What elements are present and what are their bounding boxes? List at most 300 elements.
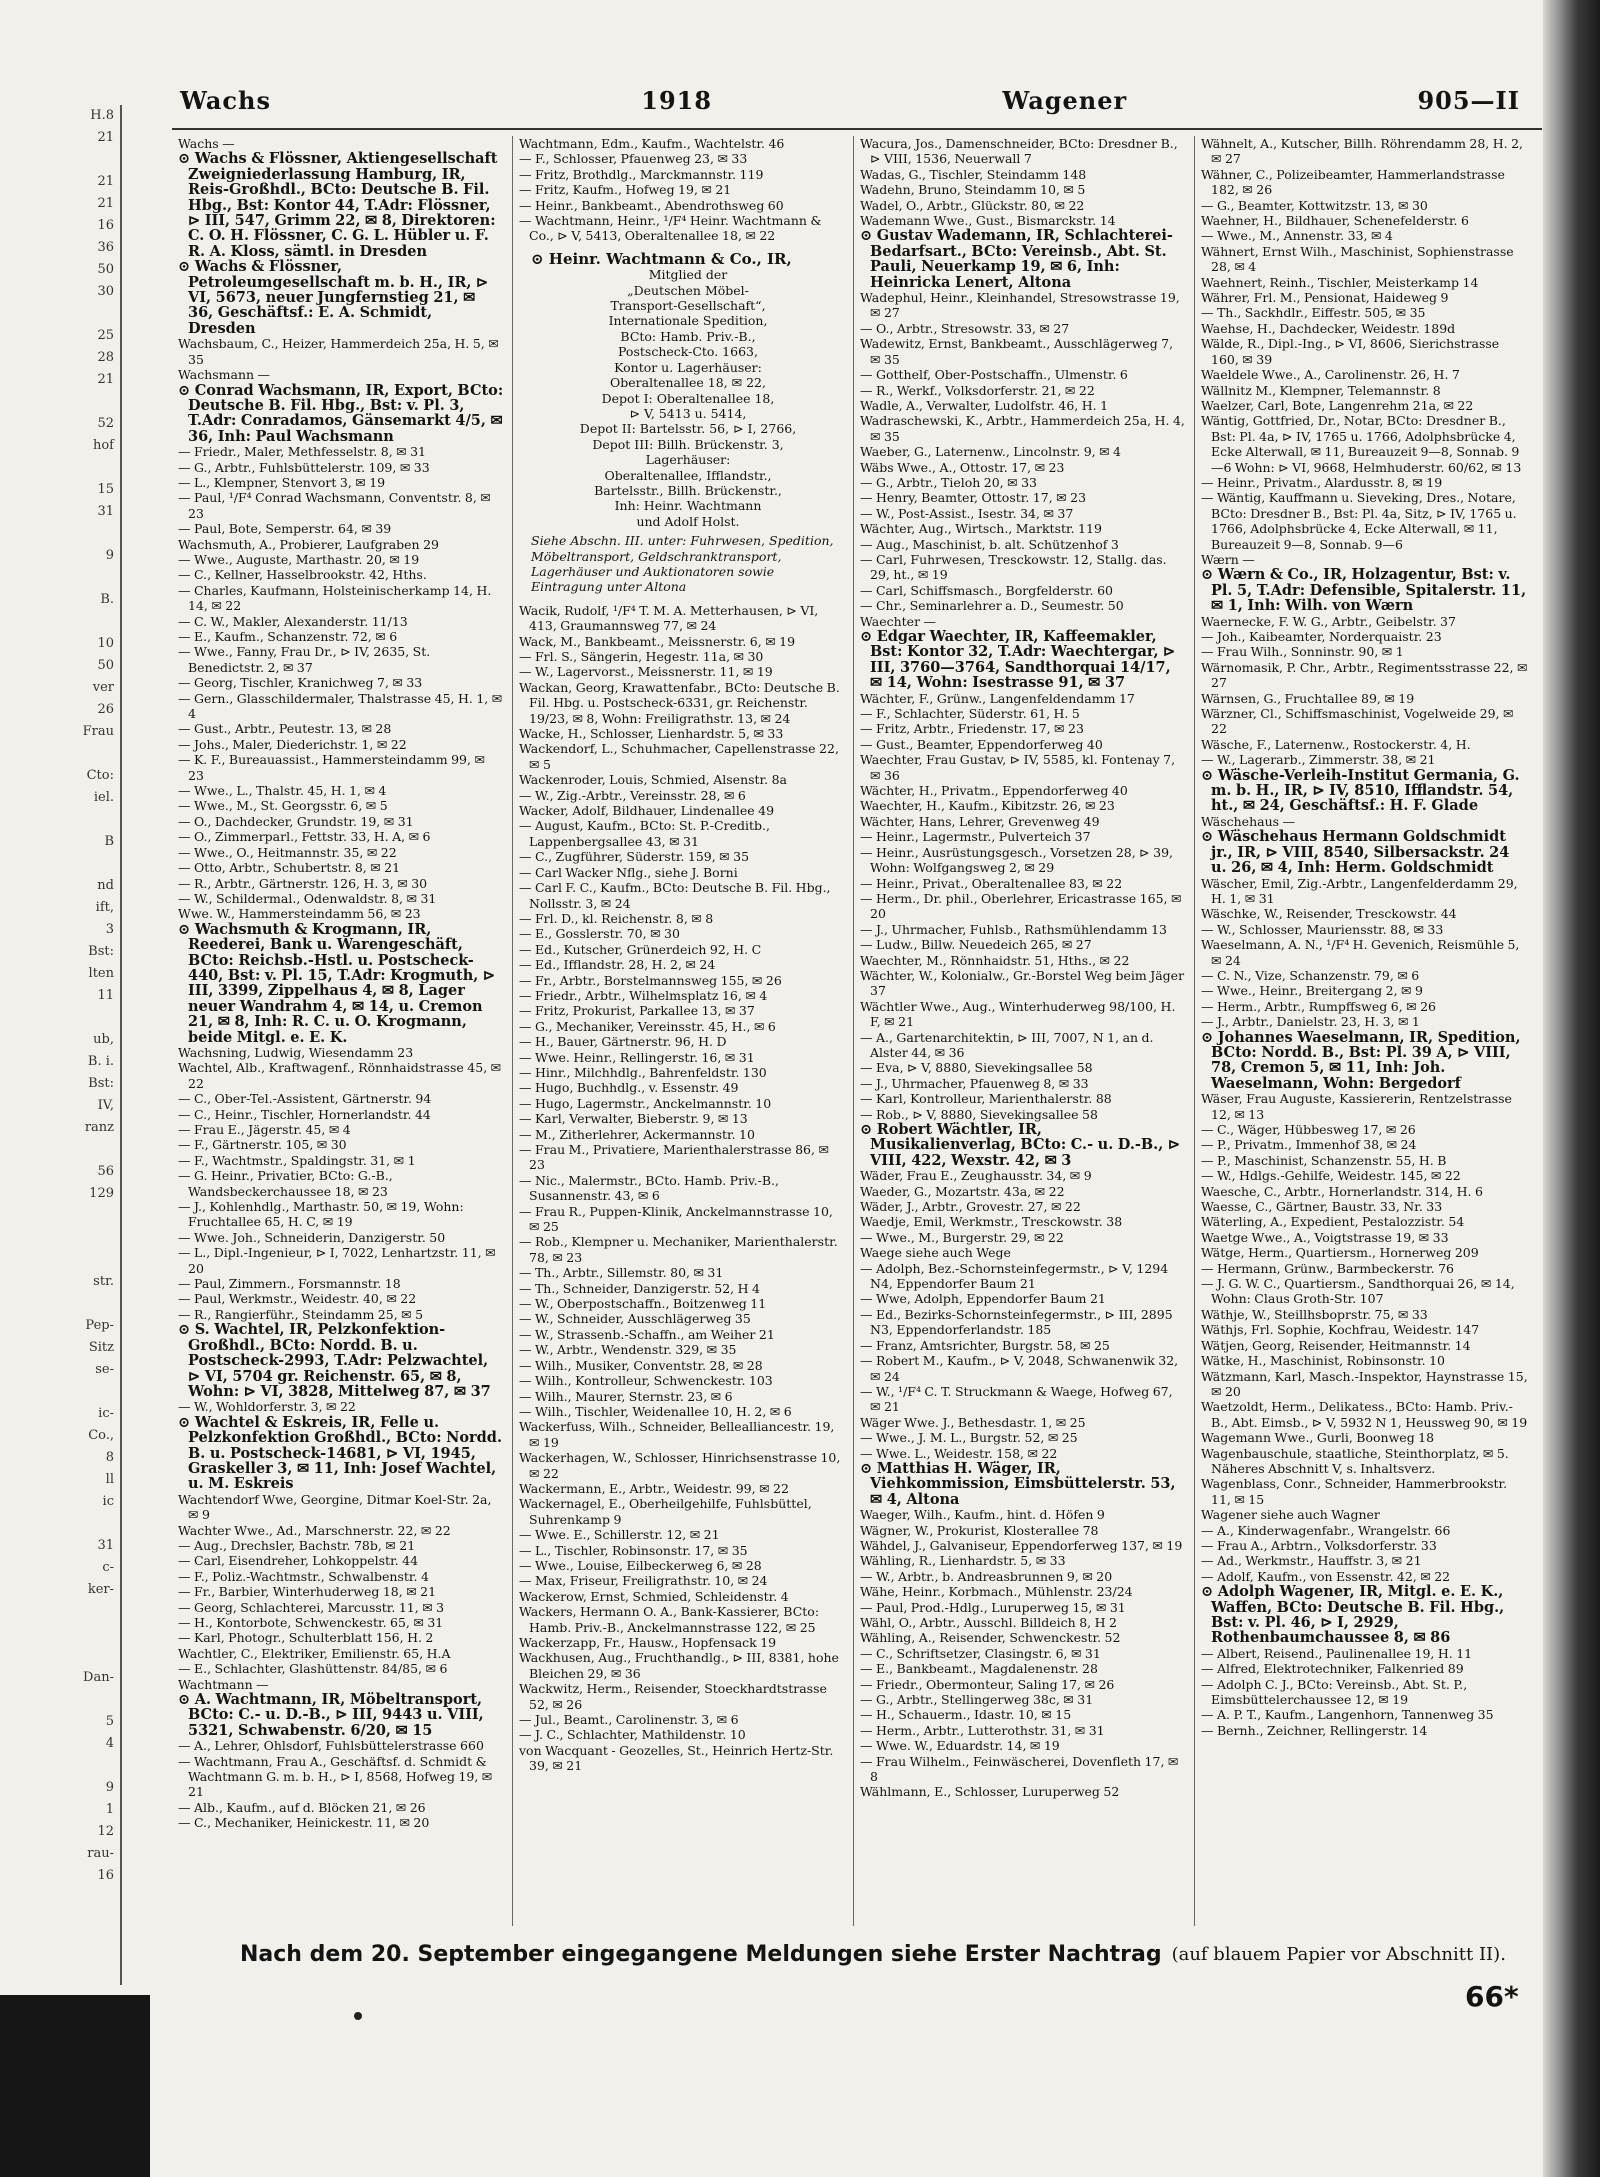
- directory-entry: — Th., Arbtr., Sillemstr. 80, ✉ 31: [519, 1265, 724, 1281]
- directory-entry: — E., Bankbeamt., Magdalenenstr. 28: [860, 1661, 1098, 1677]
- directory-entry: — Fritz, Kaufm., Hofweg 19, ✉ 21: [519, 182, 732, 198]
- directory-entry: Wägner, W., Prokurist, Klosterallee 78: [860, 1522, 1099, 1538]
- firm-block-line: Inh: Heinr. Wachtmann: [614, 498, 762, 514]
- directory-entry: — Wwe., Fanny, Frau Dr., ⊳ IV, 2635, St. Benedictstr. 2, ✉ 37: [178, 644, 431, 675]
- firm-block-line: und Adolf Holst.: [636, 513, 740, 529]
- margin-fragment: [0, 1227, 120, 1249]
- margin-fragment: 16: [97, 1868, 114, 1883]
- directory-entry: — Ed., Kutscher, Grünerdeich 92, H. C: [519, 941, 762, 957]
- directory-entry: — G., Beamter, Kottwitzstr. 13, ✉ 30: [1201, 197, 1428, 213]
- directory-entry: — Max, Friseur, Freiligrathstr. 10, ✉ 24: [519, 1573, 768, 1589]
- directory-entry: — W., Schlosser, Mauriensstr. 88, ✉ 33: [1201, 921, 1444, 937]
- directory-entry: Waechter, H., Kaufm., Kibitzstr. 26, ✉ 23: [860, 798, 1115, 814]
- directory-entry: — G., Arbtr., Tieloh 20, ✉ 33: [860, 474, 1037, 490]
- directory-entry: — Paul, Werkmstr., Weidestr. 40, ✉ 22: [178, 1291, 417, 1307]
- directory-entry: — Aug., Maschinist, b. alt. Schützenhof 3: [860, 536, 1119, 552]
- firm-entry: ⊙ Johannes Waeselmann, IR, Spedition, BCto: Nordd. B., Bst: Pl. 39 A, ⊳ VIII, 78, Cremon 5, ✉ 11, Inh: Joh. Waeselmann, Wohn: Bergedorf: [1201, 1028, 1521, 1092]
- page-edge-shadow: [1543, 0, 1600, 2177]
- margin-fragment: [0, 1601, 120, 1623]
- directory-entry: — F., Gärtnerstr. 105, ✉ 30: [178, 1137, 347, 1153]
- directory-entry: — Wwe. Heinr., Rellingerstr. 16, ✉ 31: [519, 1049, 755, 1065]
- margin-fragment: [0, 1381, 120, 1403]
- directory-entry: Waelzer, Carl, Bote, Langenrehm 21a, ✉ 22: [1201, 397, 1474, 413]
- directory-entry: — Gern., Glasschildermaler, Thalstrasse 45, H. 1, ✉ 4: [178, 690, 503, 722]
- directory-entry: — Nic., Malermstr., BCto. Hamb. Priv.-B., Susannenstr. 43, ✉ 6: [519, 1172, 779, 1204]
- directory-entry: — Alb., Kaufm., auf d. Blöcken 21, ✉ 26: [178, 1799, 426, 1815]
- directory-entry: Waechter —: [860, 613, 937, 629]
- firm-entry: ⊙ Wäsche-Verleih-Institut Germania, G. m. b. H., IR, ⊳ IV, 8510, Ifflandstr. 54, ht., ✉ 24, Geschäftsf.: H. F. Glade: [1201, 766, 1520, 815]
- firm-block-line: Depot II: Bartelsstr. 56, ⊳ I, 2766,: [579, 421, 797, 437]
- directory-entry: — Paul, Prod.-Hdlg., Luruperweg 15, ✉ 31: [860, 1599, 1126, 1615]
- directory-entry: — Eva, ⊳ V, 8880, Sievekingsallee 58: [860, 1060, 1093, 1076]
- directory-entry: — Wilh., Kontrolleur, Schwenckestr. 103: [519, 1373, 773, 1389]
- directory-entry: — A., Lehrer, Ohlsdorf, Fuhlsbüttelerstrasse 660: [178, 1738, 484, 1754]
- margin-fragment: [0, 1293, 120, 1315]
- directory-entry: Wachs —: [178, 136, 235, 151]
- column-1: [172, 136, 513, 1926]
- directory-entry: — Hinr., Milchhdlg., Bahrenfeldstr. 130: [519, 1064, 767, 1080]
- directory-entry: — Jul., Beamt., Carolinenstr. 3, ✉ 6: [519, 1712, 739, 1728]
- margin-fragment: Co.,: [88, 1428, 114, 1443]
- directory-entry: — Franz, Amtsrichter, Burgstr. 58, ✉ 25: [860, 1337, 1110, 1353]
- margin-fragment: ub,: [93, 1032, 114, 1047]
- directory-entry: — P., Maschinist, Schanzenstr. 55, H. B: [1201, 1152, 1447, 1168]
- margin-fragment: 52: [97, 416, 114, 431]
- directory-entry: — A., Gartenarchitektin, ⊳ III, 7007, N 1, an d. Alster 44, ✉ 36: [860, 1029, 1154, 1060]
- directory-entry: — G., Arbtr., Fuhlsbüttelerstr. 109, ✉ 33: [178, 459, 430, 475]
- margin-fragment: 56: [97, 1164, 114, 1179]
- directory-entry: — W., Hdlgs.-Gehilfe, Weidestr. 145, ✉ 22: [1201, 1168, 1461, 1184]
- directory-entry: Wäschke, W., Reisender, Tresckowstr. 44: [1201, 906, 1457, 922]
- directory-entry: — Paul, Bote, Semperstr. 64, ✉ 39: [178, 521, 392, 537]
- directory-entry: — Th., Sackhdlr., Eiffestr. 505, ✉ 35: [1201, 305, 1426, 321]
- directory-entry: — Ed., Ifflandstr. 28, H. 2, ✉ 24: [519, 957, 716, 973]
- margin-fragment: lten: [88, 966, 114, 981]
- directory-entry: — C., Mechaniker, Heinickestr. 11, ✉ 20: [178, 1815, 430, 1831]
- margin-fragment: 50: [97, 658, 114, 673]
- margin-fragment: 25: [97, 328, 114, 343]
- firm-entry: ⊙ Wachtel & Eskreis, IR, Felle u. Pelzkonfektion Großhdl., BCto: Nordd. B. u. Postscheck-14681, ⊳ VI, 1945, Graskeller 3, ✉ 11, Inh: Josef Wachtel, u. M. Eskreis: [178, 1413, 502, 1493]
- firm-block-line: Internationale Spedition,: [608, 313, 768, 329]
- margin-fragment: [0, 1623, 120, 1645]
- directory-entry: — Frl. S., Sängerin, Hegestr. 11a, ✉ 30: [519, 649, 764, 664]
- directory-entry: Wäterling, A., Expedient, Pestalozzistr. 54: [1201, 1214, 1465, 1230]
- page-number-bottom: 66*: [1465, 1980, 1519, 2013]
- directory-entry: Wachtmann, Edm., Kaufm., Wachtelstr. 46: [519, 136, 785, 151]
- margin-fragment: 50: [97, 262, 114, 277]
- margin-fragment: 26: [97, 702, 114, 717]
- directory-entry: — C., Heinr., Tischler, Hornerlandstr. 44: [178, 1106, 431, 1122]
- directory-entry: Wadewitz, Ernst, Bankbeamt., Ausschlägerweg 7, ✉ 35: [860, 336, 1174, 367]
- margin-fragment: B. i.: [87, 1054, 114, 1069]
- directory-entry: Wachtmann —: [178, 1676, 269, 1692]
- directory-entry: Wähling, A., Reisender, Schwenckestr. 52: [860, 1630, 1121, 1646]
- directory-entry: — L., Klempner, Stenvort 3, ✉ 19: [178, 474, 386, 490]
- margin-fragment: ift,: [95, 900, 114, 915]
- directory-entry: — Karl, Kontrolleur, Marienthalerstr. 88: [860, 1091, 1112, 1107]
- firm-entry: ⊙ Wachs & Flössner, Aktiengesellschaft Zweigniederlassung Hamburg, IR, Reis-Großhdl., BCto: Deutsche B. Fil. Hbg., Bst: Kontor 44, T.Adr: Flössner, ⊳ III, 547, Grimm 22, ✉ 8, Direktoren: C. O. H. Flössner, C. G. L. Hübler u. F. R. A. Kloss, sämtl. in Dresden: [178, 150, 498, 260]
- directory-entry: — Adolph C. J., BCto: Vereinsb., Abt. St. P., Eimsbüttelerchaussee 12, ✉ 19: [1201, 1676, 1468, 1708]
- margin-fragment: 16: [97, 218, 114, 233]
- margin-fragment: Bst:: [88, 1076, 114, 1091]
- directory-entry: — Heinr., Ausrüstungsgesch., Vorsetzen 28, ⊳ 39, Wohn: Wolfgangsweg 2, ✉ 29: [860, 844, 1174, 876]
- directory-entry: Wachtler, C., Elektriker, Emilienstr. 65, H.A: [178, 1645, 451, 1661]
- directory-entry: Wätge, Herm., Quartiersm., Hornerweg 209: [1201, 1245, 1479, 1261]
- directory-entry: Waehnert, Reinh., Tischler, Meisterkamp 14: [1201, 274, 1479, 290]
- directory-entry: Wadraschewski, K., Arbtr., Hammerdeich 25a, H. 4, ✉ 35: [860, 413, 1185, 444]
- directory-entry: von Wacquant - Geozelles, St., Heinrich Hertz-Str. 39, ✉ 21: [519, 1742, 834, 1774]
- margin-fragment: ranz: [84, 1120, 114, 1135]
- directory-entry: Wackenroder, Louis, Schmied, Alsenstr. 8a: [519, 772, 788, 788]
- directory-entry: Wälde, R., Dipl.-Ing., ⊳ VI, 8606, Sierichstrasse 160, ✉ 39: [1201, 336, 1500, 367]
- directory-entry: — Wachtmann, Heinr., ¹/F⁴ Heinr. Wachtmann & Co., ⊳ V, 5413, Oberaltenallee 18, ✉ 22: [519, 213, 822, 244]
- directory-entry: Wachtel, Alb., Kraftwagenf., Rönnhaidstrasse 45, ✉ 22: [178, 1060, 502, 1091]
- directory-entry: Wärzner, Cl., Schiffsmaschinist, Vogelweide 29, ✉ 22: [1201, 706, 1514, 737]
- directory-entry: Wäbs Wwe., A., Ottostr. 17, ✉ 23: [860, 459, 1065, 475]
- directory-entry: Wachtendorf Wwe, Georgine, Ditmar Koel-Str. 2a, ✉ 9: [178, 1491, 492, 1523]
- firm-block: [531, 249, 845, 595]
- column-2: [513, 136, 854, 1926]
- directory-entry: — Otto, Arbtr., Schubertstr. 8, ✉ 21: [178, 860, 401, 876]
- firm-entry: ⊙ Conrad Wachsmann, IR, Export, BCto: Deutsche B. Fil. Hbg., Bst: v. Pl. 3, T.Adr: Conradamos, Gänsemarkt 4/5, ✉ 36, Inh: Paul Wachsmann: [178, 381, 504, 445]
- directory-entry: — C. N., Vize, Schanzenstr. 79, ✉ 6: [1201, 967, 1420, 983]
- directory-entry: — Wwe, Adolph, Eppendorfer Baum 21: [860, 1291, 1106, 1307]
- margin-fragment: ic-: [98, 1406, 114, 1421]
- header-left-headword: Wachs: [180, 85, 271, 115]
- directory-entry: — Wwe. W., Eduardstr. 14, ✉ 19: [860, 1738, 1060, 1754]
- directory-entry: Wagemann Wwe., Gurli, Boonweg 18: [1201, 1430, 1435, 1446]
- directory-entry: — Ludw., Billw. Neuedeich 265, ✉ 27: [860, 937, 1092, 953]
- directory-entry: — Th., Schneider, Danzigerstr. 52, H 4: [519, 1280, 760, 1296]
- directory-entry: Waehner, H., Bildhauer, Schenefelderstr. 6: [1201, 213, 1469, 229]
- directory-entry: — August, Kaufm., BCto: St. P.-Creditb., Lappenbergsallee 43, ✉ 31: [519, 818, 770, 849]
- directory-entry: Wachsmuth, A., Probierer, Laufgraben 29: [178, 536, 439, 552]
- directory-entry: — Gust., Beamter, Eppendorferweg 40: [860, 736, 1103, 752]
- directory-entry: — W., Schneider, Ausschlägerweg 35: [519, 1311, 751, 1327]
- directory-entry: Wackerfuss, Wilh., Schneider, Bellealliancestr. 19, ✉ 19: [519, 1419, 835, 1450]
- firm-block-line: Kontor u. Lagerhäuser:: [614, 359, 762, 375]
- directory-entry: — L., Tischler, Robinsonstr. 17, ✉ 35: [519, 1542, 748, 1558]
- margin-fragment: 15: [97, 482, 114, 497]
- directory-entry: — K. F., Bureauassist., Hammersteindamm 99, ✉ 23: [178, 752, 485, 783]
- directory-entry: Waechter, Frau Gustav, ⊳ IV, 5585, kl. Fontenay 7, ✉ 36: [860, 752, 1176, 783]
- directory-entry: — R., Arbtr., Gärtnerstr. 126, H. 3, ✉ 30: [178, 875, 428, 891]
- directory-entry: — Albert, Reisend., Paulinenallee 19, H. 11: [1201, 1645, 1473, 1661]
- margin-fragment: hof: [92, 438, 114, 453]
- directory-entry: — C., Kellner, Hasselbrookstr. 42, Hths.: [178, 567, 427, 583]
- directory-entry: Wackermann, E., Arbtr., Weidestr. 99, ✉ 22: [519, 1480, 789, 1496]
- directory-entry: Wäntig, Gottfried, Dr., Notar, BCto: Dresdner B., Bst: Pl. 4a, ⊳ IV, 1765 u. 1766, Adolphsbrücke 4, Ecke Alterwall, ✉ 11, Bureauzeit 9—8, Sonnab. 9—6 Wohn: ⊳ VI, 9668, Helmhuderstr. 60/62, ✉ 13: [1201, 413, 1522, 475]
- firm-block-line: Lagerhäuser:: [645, 452, 731, 468]
- firm-entry: ⊙ Edgar Waechter, IR, Kaffeemakler, Bst: Kontor 32, T.Adr: Waechtergar, ⊳ III, 3760—3764, Sandthorquai 14/17, ✉ 14, Wohn: Isestrasse 91, ✉ 37: [860, 628, 1176, 692]
- directory-entry: Wächter, F., Grünw., Langenfeldendamm 17: [860, 690, 1135, 706]
- directory-entry: Waesche, C., Arbtr., Hornerlandstr. 314, H. 6: [1201, 1183, 1483, 1199]
- directory-entry: — P., Privatm., Immenhof 38, ✉ 24: [1201, 1137, 1417, 1153]
- directory-entry: — Wilh., Tischler, Weidenallee 10, H. 2, ✉ 6: [519, 1403, 792, 1419]
- directory-entry: — W., Arbtr., Wendenstr. 329, ✉ 35: [519, 1342, 737, 1358]
- directory-entry: — Frau Wilhelm., Feinwäscherei, Dovenfleth 17, ✉ 8: [860, 1753, 1179, 1785]
- firm-entry: ⊙ Wachsmuth & Krogmann, IR, Reederei, Bank u. Warengeschäft, BCto: Reichsb.-Hstl. u. Postscheck-440, Bst: v. Pl. 15, T.Adr: Krogmuth, ⊳ III, 3399, Zippelhaus 4, ✉ 8, Lager neuer Wandrahm 4, ✉ 14, u. Cremon 21, ✉ 8, Inh: R. C. u. O. Krogmann, beide Mitgl. e. E. K.: [178, 920, 496, 1046]
- firm-block-line: Transport-Gesellschaft“,: [610, 298, 766, 314]
- directory-entry: Wählmann, E., Schlosser, Luruperweg 52: [860, 1784, 1120, 1800]
- margin-fragment: [0, 303, 120, 325]
- firm-entry: ⊙ S. Wachtel, IR, Pelzkonfektion-Großhdl., BCto: Nordd. B. u. Postscheck-2993, T.Adr: Pelzwachtel, ⊳ VI, 5704 gr. Reichenstr. 65, ✉ 8, Wohn: ⊳ VI, 3828, Mittelweg 87, ✉ 37: [178, 1321, 491, 1400]
- directory-entry: — Carl F. C., Kaufm., BCto: Deutsche B. Fil. Hbg., Nollsstr. 3, ✉ 24: [519, 880, 831, 911]
- directory-entry: — Wwe. Joh., Schneiderin, Danzigerstr. 50: [178, 1229, 446, 1245]
- directory-entry: — W., Wohldorferstr. 3, ✉ 22: [178, 1399, 356, 1415]
- firm-block-line: ⊳ V, 5413 u. 5414,: [629, 405, 747, 421]
- directory-entry: Wähe, Heinr., Korbmach., Mühlenstr. 23/24: [860, 1584, 1133, 1600]
- margin-fragment: [0, 457, 120, 479]
- directory-entry: — Ed., Bezirks-Schornsteinfegermstr., ⊳ III, 2895 N3, Eppendorferlandstr. 185: [860, 1306, 1173, 1338]
- firm-entry: ⊙ Wachs & Flössner, Petroleumgesellschaft m. b. H., IR, ⊳ VI, 5673, neuer Jungfernstieg 21, ✉ 36, Geschäftsf.: E. A. Schmidt, Dresden: [178, 258, 489, 337]
- header-year: 1918: [641, 85, 713, 115]
- firm-block-line: Depot I: Oberaltenallee 18,: [601, 390, 775, 406]
- directory-entry: Waeselmann, A. N., ¹/F⁴ H. Gevenich, Reismühle 5, ✉ 24: [1201, 937, 1520, 968]
- directory-entry: — Adolph, Bez.-Schornsteinfegermstr., ⊳ V, 1294 N4, Eppendorfer Baum 21: [860, 1260, 1169, 1292]
- directory-entry: — Fr., Barbier, Winterhuderweg 18, ✉ 21: [178, 1584, 437, 1600]
- margin-fragment: 21: [97, 174, 114, 189]
- margin-fragment: B.: [100, 592, 114, 607]
- directory-entry: — Frau R., Puppen-Klinik, Anckelmannstrasse 10, ✉ 25: [519, 1203, 833, 1235]
- directory-entry: Wwe. W., Hammersteindamm 56, ✉ 23: [178, 906, 421, 922]
- directory-entry: Wäder, Frau E., Zeughausstr. 34, ✉ 9: [860, 1168, 1092, 1184]
- directory-entry: Wätke, H., Maschinist, Robinsonstr. 10: [1201, 1353, 1445, 1369]
- directory-entry: — Hugo, Buchhdlg., v. Essenstr. 49: [519, 1080, 739, 1096]
- margin-fragment: B: [104, 834, 114, 849]
- margin-fragment: 129: [89, 1186, 114, 1201]
- directory-entry: — Wwe. L., Weidestr. 158, ✉ 22: [860, 1445, 1058, 1461]
- firm-block-line: Oberaltenallee, Ifflandstr.,: [604, 467, 772, 483]
- directory-entry: — Carl Wacker Nflg., siehe J. Borni: [519, 864, 738, 880]
- directory-entry: — Heinr., Bankbeamt., Abendrothsweg 60: [519, 197, 784, 213]
- directory-entry: Wagener siehe auch Wagner: [1201, 1507, 1380, 1523]
- directory-entry: Wächter, W., Kolonialw., Gr.-Borstel Weg beim Jäger 37: [860, 967, 1185, 999]
- directory-entry: — Robert M., Kaufm., ⊳ V, 2048, Schwanenwik 32, ✉ 24: [860, 1353, 1179, 1384]
- firm-entry: ⊙ Gustav Wademann, IR, Schlachterei-Bedarfsart., BCto: Vereinsb., Abt. St. Pauli, Neuerkamp 19, ✉ 6, Inh: Heinricka Lenert, Altona: [860, 227, 1173, 291]
- margin-fragment: nd: [97, 878, 114, 893]
- directory-entry: — O., Zimmerparl., Fettstr. 33, H. A, ✉ 6: [178, 829, 431, 845]
- directory-entry: — Hugo, Lagermstr., Anckelmannstr. 10: [519, 1095, 772, 1111]
- margin-fragment: c-: [102, 1560, 114, 1575]
- footer-notice-paren: (auf blauem Papier vor Abschnitt II).: [1171, 1943, 1506, 1965]
- margin-fragment: 36: [97, 240, 114, 255]
- directory-entry: Wadephul, Heinr., Kleinhandel, Stresowstrasse 19, ✉ 27: [860, 290, 1180, 321]
- directory-entry: Wadas, G., Tischler, Steindamm 148: [860, 166, 1087, 182]
- directory-entry: Waesse, C., Gärtner, Baustr. 33, Nr. 33: [1201, 1199, 1443, 1215]
- directory-entry: — Frau M., Privatiere, Marienthalerstrasse 86, ✉ 23: [519, 1142, 829, 1173]
- margin-fragment: ll: [105, 1472, 114, 1487]
- margin-fragment: [0, 1249, 120, 1271]
- directory-entry: — Wwe., J. M. L., Burgstr. 52, ✉ 25: [860, 1430, 1078, 1446]
- directory-entry: Waedje, Emil, Werkmstr., Tresckowstr. 38: [860, 1214, 1123, 1230]
- directory-entry: — Herm., Arbtr., Rumpffsweg 6, ✉ 26: [1201, 998, 1437, 1014]
- directory-entry: — Ad., Werkmstr., Hauffstr. 3, ✉ 21: [1201, 1553, 1422, 1569]
- directory-entry: Wadle, A., Verwalter, Ludolfstr. 46, H. 1: [860, 397, 1109, 413]
- directory-entry: Waetge Wwe., A., Voigtstrasse 19, ✉ 33: [1201, 1229, 1449, 1245]
- directory-entry: — J., Kohlenhdlg., Marthastr. 50, ✉ 19, Wohn: Fruchtallee 65, H. C, ✉ 19: [178, 1199, 464, 1230]
- directory-entry: — H., Kontorbote, Schwenckestr. 65, ✉ 31: [178, 1615, 444, 1630]
- directory-entry: — Chr., Seminarlehrer a. D., Seumestr. 50: [860, 598, 1124, 614]
- directory-entry: — Frau A., Arbtrn., Volksdorferstr. 33: [1201, 1537, 1437, 1553]
- directory-entry: Waeder, G., Mozartstr. 43a, ✉ 22: [860, 1183, 1065, 1199]
- directory-entry: — Charles, Kaufmann, Holsteinischerkamp 14, H. 14, ✉ 22: [178, 582, 492, 614]
- directory-entry: Waehse, H., Dachdecker, Weidestr. 189d: [1201, 320, 1456, 336]
- directory-entry: — Heinr., Privatm., Alardusstr. 8, ✉ 19: [1201, 474, 1443, 490]
- directory-entry: — Carl, Eisendreher, Lohkoppelstr. 44: [178, 1553, 419, 1569]
- directory-entry: Wäthjs, Frl. Sophie, Kochfrau, Weidestr. 147: [1201, 1322, 1480, 1338]
- directory-entry: Wackwitz, Herm., Reisender, Stoeckhardtstrasse 52, ✉ 26: [519, 1681, 827, 1712]
- directory-entry: — F., Schlachter, Süderstr. 61, H. 5: [860, 706, 1080, 722]
- directory-entry: — Frau E., Jägerstr. 45, ✉ 4: [178, 1122, 351, 1137]
- directory-entry: — W., Lagerarb., Zimmerstr. 38, ✉ 21: [1201, 752, 1436, 768]
- margin-fragment: 21: [97, 196, 114, 211]
- directory-entry: — Georg, Tischler, Kranichweg 7, ✉ 33: [178, 675, 423, 691]
- margin-fragment: str.: [93, 1274, 114, 1289]
- directory-entry: — W., Schildermal., Odenwaldstr. 8, ✉ 31: [178, 890, 437, 906]
- directory-entry: Wacker, Adolf, Bildhauer, Lindenallee 49: [519, 803, 775, 819]
- directory-entry: — E., Gosslerstr. 70, ✉ 30: [519, 926, 680, 942]
- firm-entry: ⊙ A. Wachtmann, IR, Möbeltransport, BCto: C.- u. D.-B., ⊳ III, 9443 u. VIII, 5321, Schwabenstr. 6/20, ✉ 15: [178, 1691, 484, 1739]
- directory-entry: Wäser, Frau Auguste, Kassiererin, Rentzelstrasse 12, ✉ 13: [1201, 1091, 1512, 1122]
- directory-entry: — W., Arbtr., b. Andreasbrunnen 9, ✉ 20: [860, 1568, 1113, 1584]
- margin-fragment: Sitz: [88, 1340, 114, 1355]
- directory-entry: — Wwe., M., St. Georgsstr. 6, ✉ 5: [178, 798, 388, 814]
- margin-fragment: 21: [97, 372, 114, 387]
- directory-entry: Wachter Wwe., Ad., Marschnerstr. 22, ✉ 22: [178, 1522, 451, 1538]
- directory-entry: Wäschehaus —: [1201, 813, 1296, 829]
- directory-entry: Wäsche, F., Laternenw., Rostockerstr. 4, H.: [1201, 736, 1471, 752]
- margin-fragment: Frau: [82, 724, 114, 739]
- directory-entry: — E., Schlachter, Glashüttenstr. 84/85, ✉ 6: [178, 1661, 448, 1677]
- directory-entry: — C., Wäger, Hübbesweg 17, ✉ 26: [1201, 1122, 1416, 1137]
- directory-entry: Wähner, C., Polizeibeamter, Hammerlandstrasse 182, ✉ 26: [1201, 166, 1505, 198]
- directory-entry: — Johs., Maler, Diederichstr. 1, ✉ 22: [178, 736, 407, 752]
- header-right-headword: Wagener: [1002, 85, 1128, 115]
- directory-entry: — W., ¹/F⁴ C. T. Struckmann & Waege, Hofweg 67, ✉ 21: [860, 1383, 1173, 1415]
- directory-entry: — W., Lagervorst., Meissnerstr. 11, ✉ 19: [519, 664, 773, 680]
- directory-entry: — Rob., ⊳ V, 8880, Sievekingsallee 58: [860, 1106, 1098, 1122]
- directory-entry: Waechter, M., Rönnhaidstr. 51, Hths., ✉ 22: [860, 952, 1130, 968]
- margin-fragment: 12: [97, 1824, 114, 1839]
- directory-entry: — Joh., Kaibeamter, Norderquaistr. 23: [1201, 629, 1442, 644]
- directory-entry: — J. G. W. C., Quartiersm., Sandthorquai 26, ✉ 14, Wohn: Claus Groth-Str. 107: [1201, 1276, 1515, 1307]
- directory-entry: — L., Dipl.-Ingenieur, ⊳ I, 7022, Lenhartzstr. 11, ✉ 20: [178, 1245, 496, 1276]
- directory-entry: Wäger Wwe. J., Bethesdastr. 1, ✉ 25: [860, 1414, 1086, 1430]
- margin-fragment: 31: [97, 1538, 114, 1553]
- directory-entry: Waernecke, F. W. G., Arbtr., Geibelstr. 37: [1201, 613, 1456, 629]
- directory-entry: — J. C., Schlachter, Mathildenstr. 10: [519, 1727, 746, 1743]
- directory-entry: Wackerzapp, Fr., Hausw., Hopfensack 19: [519, 1635, 777, 1650]
- directory-entry: — C., Zugführer, Süderstr. 159, ✉ 35: [519, 849, 750, 865]
- firm-block-line: Mitglied der: [648, 267, 728, 283]
- margin-fragment: [0, 391, 120, 413]
- margin-fragment: [0, 809, 120, 831]
- directory-entry: Wärnsen, G., Fruchtallee 89, ✉ 19: [1201, 690, 1415, 706]
- directory-entry: — A., Kinderwagenfabr., Wrangelstr. 66: [1201, 1522, 1451, 1538]
- directory-entry: — H., Schauerm., Idastr. 10, ✉ 15: [860, 1707, 1072, 1723]
- margin-fragment: 31: [97, 504, 114, 519]
- directory-entry: Waetzoldt, Herm., Delikatess., BCto: Hamb. Priv.-B., Abt. Eimsb., ⊳ V, 5932 N 1, Heussweg 90, ✉ 19: [1201, 1399, 1528, 1430]
- page-header: [180, 82, 1520, 118]
- margin-fragment: [0, 523, 120, 545]
- directory-entry: Wagenbauschule, staatliche, Steinthorplatz, ✉ 5. Näheres Abschnitt V, s. Inhaltsverz.: [1201, 1445, 1509, 1476]
- directory-entry: — Paul, ¹/F⁴ Conrad Wachsmann, Conventstr. 8, ✉ 23: [178, 490, 491, 521]
- directory-entry: — Adolf, Kaufm., von Essenstr. 42, ✉ 22: [1201, 1568, 1451, 1584]
- margin-fragment: [0, 1007, 120, 1029]
- directory-entry: Wackhusen, Aug., Fruchthandlg., ⊳ III, 8381, hohe Bleichen 29, ✉ 36: [519, 1650, 839, 1681]
- directory-entry: Wachsmann —: [178, 367, 271, 383]
- directory-entry: — J., Uhrmacher, Pfauenweg 8, ✉ 33: [860, 1075, 1089, 1091]
- margin-fragment: 5: [105, 1714, 114, 1729]
- margin-fragment: [0, 567, 120, 589]
- directory-entry: Waege siehe auch Wege: [860, 1245, 1011, 1261]
- firm-entry: ⊙ Wäschehaus Hermann Goldschmidt jr., IR, ⊳ VIII, 8540, Silbersackstr. 24 u. 26, ✉ 4, Inh: Herm. Goldschmidt: [1201, 828, 1510, 877]
- directory-entry: Wackernagel, E., Oberheilgehilfe, Fuhlsbüttel, Suhrenkamp 9: [519, 1496, 812, 1527]
- margin-fragment: 10: [97, 636, 114, 651]
- directory-entry: Wätjen, Georg, Reisender, Heitmannstr. 14: [1201, 1337, 1471, 1353]
- directory-entry: Wadel, O., Arbtr., Glückstr. 80, ✉ 22: [860, 197, 1085, 213]
- directory-entry: Währer, Frl. M., Pensionat, Haideweg 9: [1201, 290, 1449, 306]
- directory-entry: — W., Strassenb.-Schaffn., am Weiher 21: [519, 1326, 775, 1342]
- margin-fragment: iel.: [93, 790, 114, 805]
- directory-entry: — O., Dachdecker, Grundstr. 19, ✉ 31: [178, 813, 414, 829]
- directory-entry: — Alfred, Elektrotechniker, Falkenried 89: [1201, 1661, 1464, 1677]
- directory-entry: — Henry, Beamter, Ottostr. 17, ✉ 23: [860, 490, 1087, 506]
- directory-entry: — F., Poliz.-Wachtmstr., Schwalbenstr. 4: [178, 1568, 429, 1584]
- directory-entry: — Fritz, Prokurist, Parkallee 13, ✉ 37: [519, 1003, 755, 1019]
- margin-fragment: se-: [95, 1362, 114, 1377]
- directory-entry: Wademann Wwe., Gust., Bismarckstr. 14: [860, 213, 1116, 229]
- directory-entry: Waeldele Wwe., A., Carolinenstr. 26, H. 7: [1201, 367, 1460, 383]
- directory-entry: — W., Oberpostschaffn., Boitzenweg 11: [519, 1296, 767, 1312]
- directory-entry: — Bernh., Zeichner, Rellingerstr. 14: [1201, 1722, 1428, 1738]
- directory-entry: — Georg, Schlachterei, Marcusstr. 11, ✉ 3: [178, 1599, 445, 1615]
- footer-notice: [240, 1938, 1540, 1970]
- margin-fragment: [0, 1755, 120, 1777]
- firm-entry: ⊙ Wærn & Co., IR, Holzagentur, Bst: v. Pl. 5, T.Adr: Defensible, Spitalerstr. 11, ✉ 1, Inh: Wilh. von Wærn: [1201, 566, 1527, 615]
- directory-entry: — Carl, Schiffsmasch., Borgfelderstr. 60: [860, 582, 1113, 598]
- directory-entry: — Fr., Arbtr., Borstelmannsweg 155, ✉ 26: [519, 972, 782, 988]
- directory-entry: Wäthje, W., Steillhsboprstr. 75, ✉ 33: [1201, 1306, 1428, 1322]
- margin-fragment: ker-: [87, 1582, 114, 1597]
- directory-entry: — Aug., Drechsler, Bachstr. 78b, ✉ 21: [178, 1537, 416, 1553]
- margin-fragment: 30: [97, 284, 114, 299]
- directory-entry: Wähnelt, A., Kutscher, Billh. Röhrendamm 28, H. 2, ✉ 27: [1201, 136, 1524, 167]
- margin-fragment: H.8: [90, 108, 114, 123]
- directory-entry: — C. W., Makler, Alexanderstr. 11/13: [178, 613, 408, 629]
- margin-fragment: rau-: [87, 1846, 114, 1861]
- directory-entry: — C., Schriftsetzer, Clasingstr. 6, ✉ 31: [860, 1645, 1101, 1661]
- directory-entry: — M., Zitherlehrer, Ackermannstr. 10: [519, 1126, 755, 1142]
- directory-entry: Wackerow, Ernst, Schmied, Schleidenstr. 4: [519, 1588, 789, 1604]
- directory-entry: Wärnomasik, P. Chr., Arbtr., Regimentsstrasse 22, ✉ 27: [1201, 659, 1528, 691]
- margin-fragment: [0, 1205, 120, 1227]
- directory-entry: — Wwe., M., Annenstr. 33, ✉ 4: [1201, 228, 1393, 244]
- directory-entry: — Karl, Verwalter, Bieberstr. 9, ✉ 13: [519, 1111, 748, 1127]
- margin-fragment: 21: [97, 130, 114, 145]
- directory-entry: — Wwe., Heinr., Breitergang 2, ✉ 9: [1201, 983, 1423, 999]
- directory-entry: — Wwe., O., Heitmannstr. 35, ✉ 22: [178, 844, 397, 860]
- directory-entry: — G., Arbtr., Stellingerweg 38c, ✉ 31: [860, 1692, 1094, 1708]
- margin-fragment: Bst:: [88, 944, 114, 959]
- directory-entry: — E., Kaufm., Schanzenstr. 72, ✉ 6: [178, 629, 398, 644]
- margin-fragment: 4: [105, 1736, 114, 1751]
- directory-entry: — W., Zig.-Arbtr., Vereinsstr. 28, ✉ 6: [519, 787, 746, 803]
- margin-fragment: [0, 1139, 120, 1161]
- footer-notice-main: Nach dem 20. September eingegangene Meldungen siehe Erster Nachtrag: [240, 1941, 1162, 1967]
- directory-entry: — R., Werkf., Volksdorferstr. 21, ✉ 22: [860, 382, 1095, 398]
